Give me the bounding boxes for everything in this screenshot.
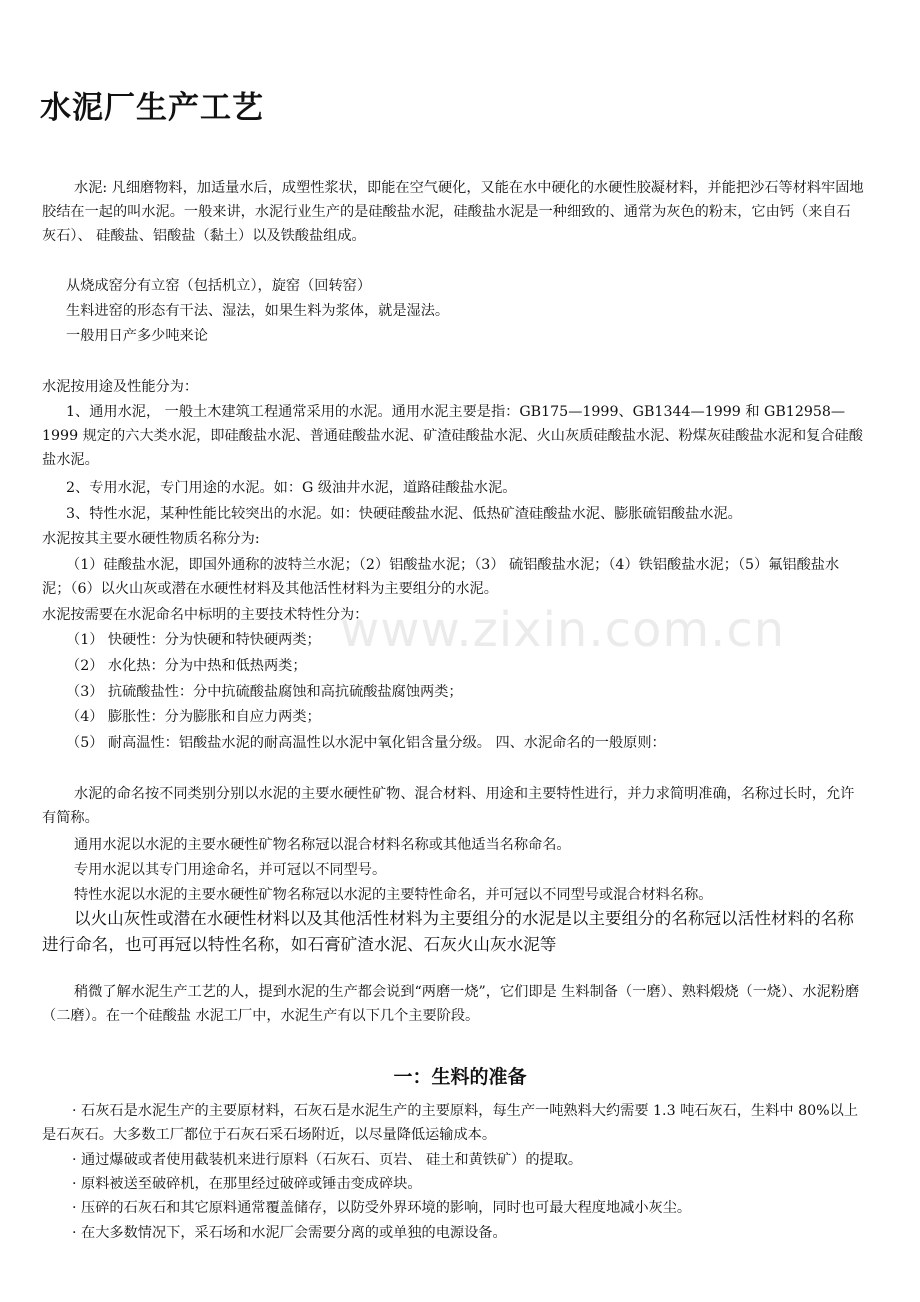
section-1-bullet-5: · 在大多数情况下，采石场和水泥厂会需要分离的或单独的电源设备。: [72, 1225, 507, 1241]
usage-heading: 水泥按用途及性能分为：: [42, 379, 199, 395]
naming-paragraph: 水泥的命名按不同类别分别以水泥的主要水硬性矿物、混合材料、用途和主要特性进行，并力求简明准确，名称过长时，允许有简称。: [42, 786, 855, 826]
section-1-bullet-3: · 原料被送至破碎机，在那里经过破碎或锤击变成碎块。: [72, 1176, 422, 1192]
tech-item-4: （4） 膨胀性：分为膨胀和自应力两类；: [66, 709, 321, 725]
tech-item-2: （2） 水化热：分为中热和低热两类；: [66, 658, 307, 674]
usage-item-2: 2、专用水泥，专门用途的水泥。如：G 级油井水泥，道路硅酸盐水泥。: [66, 480, 517, 496]
intro-paragraph: 水泥: 凡细磨物料，加适量水后，成塑性浆状，即能在空气硬化，又能在水中硬化的水硬性胶凝材料，并能把沙石等材料牢固地胶结在一起的叫水泥。一般来讲，水泥行业生产的是硅酸盐水泥，硅酸盐水泥是一种细致的、通常为灰色的粉末，它由钙（来自石灰石）、 硅酸盐、铝酸盐（黏土）以及铁酸盐组成。: [42, 180, 864, 244]
mineral-heading: 水泥按其主要水硬性物质名称分为:: [42, 531, 260, 547]
process-paragraph: 稍微了解水泥生产工艺的人，提到水泥的生产都会说到“两磨一烧”，它们即是 生料制备（一磨）、熟料煅烧（一烧）、水泥粉磨（二磨）。在一个硅酸盐 水泥工厂中，水泥生产有以下几个主要阶段。: [42, 984, 860, 1024]
naming-line-2: 专用水泥以其专门用途命名，并可冠以不同型号。: [74, 862, 387, 878]
tech-heading: 水泥按需要在水泥命名中标明的主要技术特性分为：: [42, 607, 369, 623]
tech-item-3: （3） 抗硫酸盐性：分中抗硫酸盐腐蚀和高抗硫酸盐腐蚀两类；: [66, 684, 463, 700]
watermark: www.zixin.com.cn: [340, 602, 786, 658]
tech-item-5: （5） 耐高温性：铝酸盐水泥的耐高温性以水泥中氧化铝含量分级。 四、水泥命名的一般原则：: [66, 735, 666, 751]
section-1-bullet-4: · 压碎的石灰石和其它原料通常覆盖储存，以防受外界环境的影响，同时也可最大程度地减小灰尘。: [72, 1200, 692, 1216]
section-1-bullet-1: · 石灰石是水泥生产的主要原材料，石灰石是水泥生产的主要原料，每生产一吨熟料大约需要 1.3 吨石灰石，生料中 80%以上是石灰石。大多数工厂都位于石灰石采石场附近，以尽量降低运输成本。: [42, 1103, 859, 1143]
naming-line-3: 特性水泥以水泥的主要水硬性矿物名称冠以水泥的主要特性命名，并可冠以不同型号或混合材料名称。: [74, 887, 713, 903]
section-1-bullet-2: · 通过爆破或者使用截装机来进行原料（石灰石、页岩、 硅土和黄铁矿）的提取。: [72, 1152, 583, 1168]
naming-big-paragraph: 以火山灰性或潜在水硬性材料以及其他活性材料为主要组分的水泥是以主要组分的名称冠以活性材料的名称进行命名，也可再冠以特性名称，如石膏矿渣水泥、石灰火山灰水泥等: [42, 909, 854, 954]
kiln-line-1: 从烧成窑分有立窑（包括机立），旋窑（回转窑）: [66, 278, 372, 294]
tech-item-1: （1） 快硬性：分为快硬和特快硬两类；: [66, 632, 321, 648]
usage-item-1: 1、通用水泥， 一般土木建筑工程通常采用的水泥。通用水泥主要是指：GB175—1999、GB1344—1999 和 GB12958—1999 规定的六大类水泥，即硅酸盐水泥、普通硅酸盐水泥、矿渣硅酸盐水泥、火山灰质硅酸盐水泥、粉煤灰硅酸盐水泥和复合硅酸盐水泥。: [42, 404, 863, 468]
section-1-title: 一：生料的准备: [393, 1066, 527, 1088]
kiln-line-2: 生料进窑的形态有干法、湿法，如果生料为浆体，就是湿法。: [66, 303, 450, 319]
usage-item-3: 3、特性水泥，某种性能比较突出的水泥。如：快硬硅酸盐水泥、低热矿渣硅酸盐水泥、膨胀硫铝酸盐水泥。: [66, 506, 742, 522]
mineral-body: （1）硅酸盐水泥，即国外通称的波特兰水泥；（2）铝酸盐水泥；（3） 硫铝酸盐水泥；（4）铁铝酸盐水泥；（5）氟铝酸盐水泥；（6）以火山灰或潜在水硬性材料及其他活性材料为主要组分的水泥。: [42, 557, 840, 597]
page-title: 水泥厂生产工艺: [40, 90, 264, 126]
naming-line-1: 通用水泥以水泥的主要水硬性矿物名称冠以混合材料名称或其他适当名称命名。: [74, 837, 571, 853]
kiln-line-3: 一般用日产多少吨来论: [66, 328, 208, 344]
